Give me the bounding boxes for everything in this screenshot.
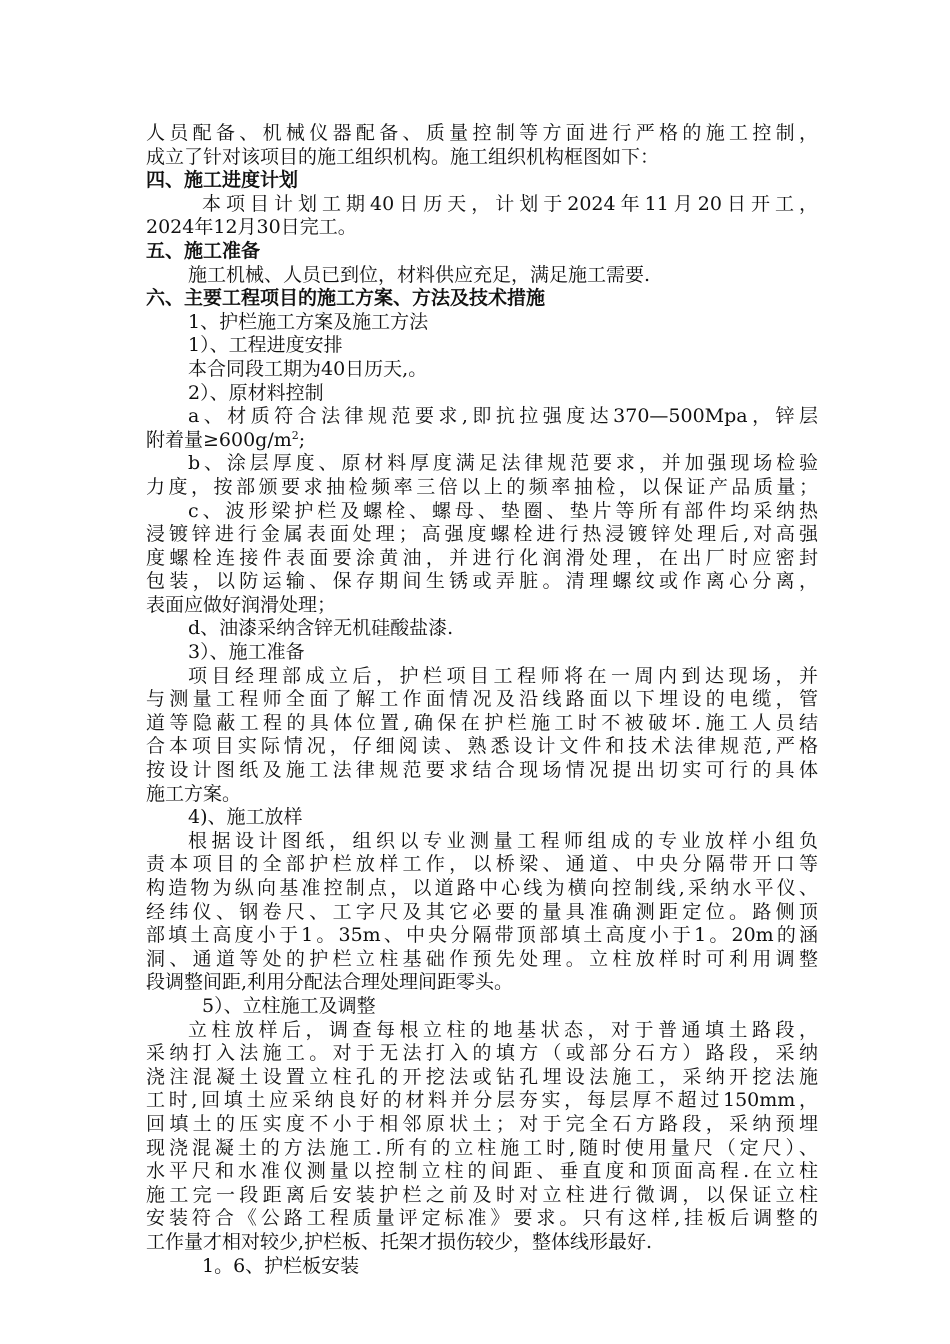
- body-line: 洞、通道等处的护栏立柱基础作预先处理。立柱放样时可利用调整: [146, 947, 818, 970]
- section-heading-preparation: 五、施工准备: [146, 239, 261, 262]
- body-line: 浇注混凝土设置立柱孔的开挖法或钻孔埋设法施工，采纳开挖法施: [146, 1065, 818, 1088]
- body-line: 与测量工程师全面了解工作面情况及沿线路面以下埋设的电缆，管: [146, 688, 818, 711]
- subheading: 1。6、护栏板安装: [202, 1254, 360, 1277]
- body-line: 力度，按部颁要求抽检频率三倍以上的频率抽检，以保证产品质量；: [146, 475, 818, 498]
- body-line: 道等隐蔽工程的具体位置,确保在护栏施工时不被破坏.施工人员结: [146, 711, 818, 734]
- body-line: 现浇混凝土的方法施工.所有的立柱施工时,随时使用量尺（定尺）、: [146, 1136, 818, 1159]
- body-line: a、材质符合法律规范要求,即抗拉强度达370—500Mpa，锌层: [188, 405, 818, 428]
- superscript: 2: [291, 428, 299, 442]
- body-line: b、涂层厚度、原材料厚度满足法律规范要求，并加强现场检验: [188, 452, 818, 475]
- body-line: 度螺栓连接件表面要涂黄油，并进行化润滑处理，在出厂时应密封: [146, 546, 818, 569]
- body-line: 按设计图纸及施工法律规范要求结合现场情况提出切实可行的具体: [146, 759, 818, 782]
- body-line: 施工完一段距离后安装护栏之前及时对立柱进行微调，以保证立柱: [146, 1183, 818, 1206]
- body-line: 浸镀锌进行金属表面处理；高强度螺栓进行热浸镀锌处理后,对高强: [146, 523, 818, 546]
- body-line: 工作量才相对较少,护栏板、托架才损伤较少，整体线形最好.: [146, 1230, 653, 1253]
- subheading: 1）、工程进度安排: [188, 334, 343, 357]
- body-line: 施工方案。: [146, 782, 242, 805]
- body-line-with-superscript: [146, 429, 818, 453]
- body-line: 本合同段工期为40日历天,。: [188, 357, 428, 380]
- body-line: 包装，以防运输、保存期间生锈或弄脏。清理螺纹或作离心分离，: [146, 570, 818, 593]
- body-line: 构造物为纵向基准控制点，以道路中心线为横向控制线,采纳水平仪、: [146, 877, 818, 899]
- body-line: 经纬仪、钢卷尺、工字尺及其它必要的量具准确测距定位。路侧顶: [146, 900, 818, 923]
- subheading: 2）、原材料控制: [188, 381, 324, 404]
- body-line: 回填土的压实度不小于相邻原状土；对于完全石方路段，采纳预埋: [146, 1112, 818, 1135]
- body-text: ;: [298, 428, 306, 451]
- body-line: 本项目计划工期40日历天，计划于2024年11月20日开工，: [202, 192, 818, 215]
- body-line: 表面应做好润滑处理；: [146, 593, 337, 616]
- body-line: c、波形梁护栏及螺栓、螺母、垫圈、垫片等所有部件均采纳热: [188, 499, 818, 522]
- body-line: 安装符合《公路工程质量评定标准》要求。只有这样,挂板后调整的: [146, 1207, 818, 1230]
- body-line: 立柱放样后，调查每根立柱的地基状态，对于普通填土路段，: [188, 1018, 818, 1041]
- subheading: 3）、施工准备: [188, 641, 305, 664]
- document-body: [146, 122, 818, 1278]
- body-line: 水平尺和水准仪测量以控制立柱的间距、垂直度和顶面高程.在立柱: [146, 1160, 818, 1183]
- body-line: 项目经理部成立后，护栏项目工程师将在一周内到达现场，并: [188, 664, 818, 687]
- subheading: 4)、施工放样: [188, 806, 303, 829]
- body-line: d、油漆采纳含锌无机硅酸盐漆.: [188, 617, 454, 640]
- body-line: 2024年12月30日完工。: [146, 216, 357, 239]
- body-line: 段调整间距,利用分配法合理处理间距零头。: [146, 971, 514, 994]
- body-line: 成立了针对该项目的施工组织机构。施工组织机构框图如下：: [146, 145, 660, 168]
- body-line: 根据设计图纸，组织以专业测量工程师组成的专业放样小组负: [188, 829, 818, 852]
- body-line: 部填土高度小于1。35m、中央分隔带顶部填土高度小于1。20m的涵: [146, 924, 818, 947]
- body-text: 附着量≥600g/m: [146, 428, 292, 451]
- body-line: 合本项目实际情况，仔细阅读、熟悉设计文件和技术法律规范,严格: [146, 735, 818, 758]
- body-line: 责本项目的全部护栏放样工作，以桥梁、通道、中央分隔带开口等: [146, 853, 818, 876]
- body-line: 施工机械、人员已到位，材料供应充足，满足施工需要.: [188, 263, 651, 286]
- section-heading-methods: 六、主要工程项目的施工方案、方法及技术措施: [146, 287, 546, 310]
- subheading: 5）、立柱施工及调整: [202, 994, 376, 1017]
- subheading: 1、护栏施工方案及施工方法: [188, 310, 429, 333]
- body-line: 采纳打入法施工。对于无法打入的填方（或部分石方）路段，采纳: [146, 1042, 818, 1065]
- body-line: 人员配备、机械仪器配备、质量控制等方面进行严格的施工控制，: [146, 122, 818, 144]
- section-heading-schedule: 四、施工进度计划: [146, 169, 299, 192]
- body-line: 工时,回填土应采纳良好的材料并分层夯实，每层厚不超过150mm，: [146, 1089, 818, 1112]
